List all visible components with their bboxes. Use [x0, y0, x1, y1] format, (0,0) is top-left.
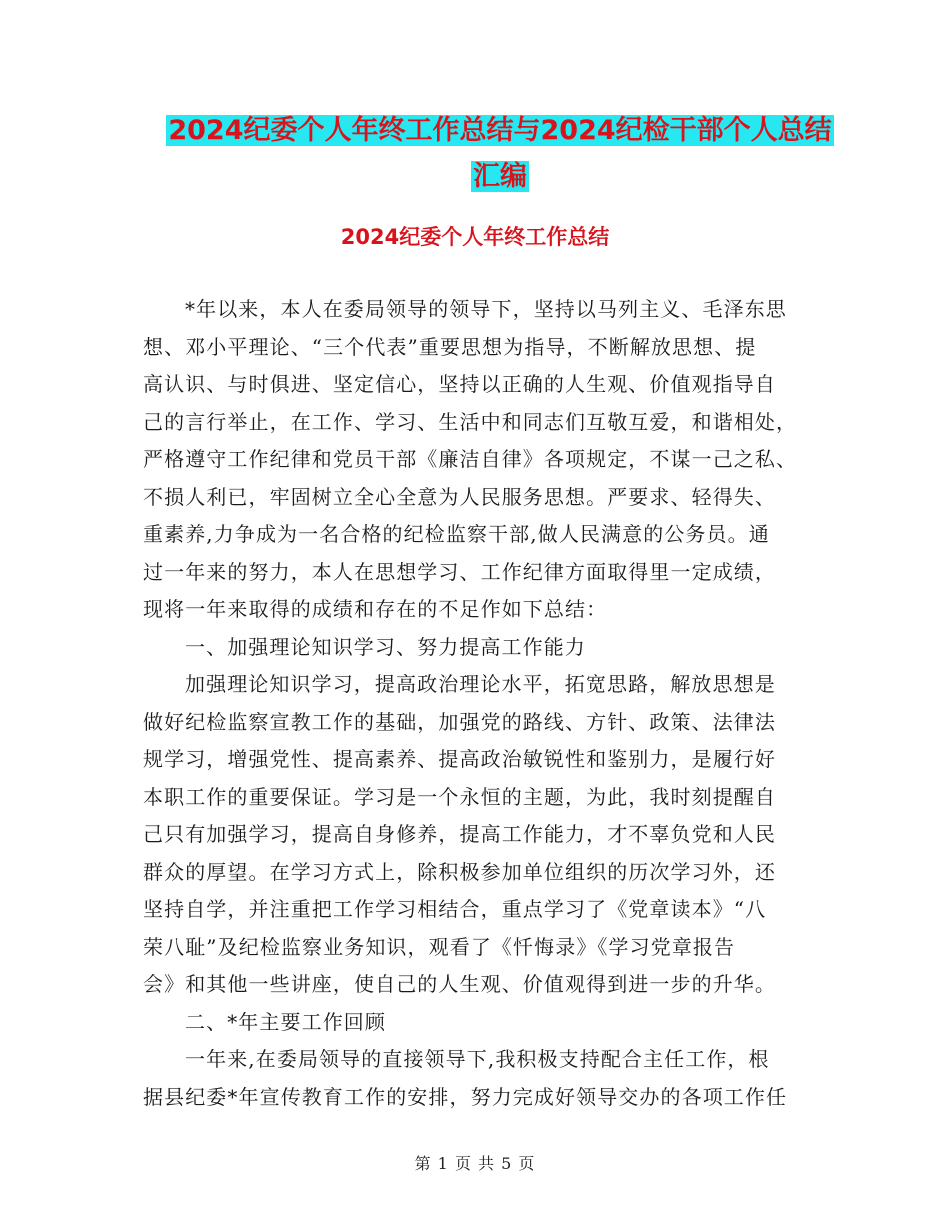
paragraph-line: 高认识、与时俱进、坚定信心，坚持以正确的人生观、价值观指导自	[143, 372, 776, 396]
paragraph-line: 荣八耻”及纪检监察业务知识，观看了《忏悔录》《学习党章报告	[143, 934, 736, 959]
page-footer: 第 1 页 共 5 页	[414, 1154, 536, 1173]
paragraph-line: 坚持自学，并注重把工作学习相结合，重点学习了《党章读本》“八	[143, 897, 767, 921]
paragraph-line: 群众的厚望。在学习方式上，除积极参加单位组织的历次学习外，还	[143, 859, 776, 884]
paragraph-line: 严格遵守工作纪律和党员干部《廉洁自律》各项规定，不谋一己之私、	[143, 447, 798, 471]
subheading-2: 二、*年主要工作回顾	[185, 1009, 386, 1034]
document-title	[120, 108, 880, 200]
paragraph-line: 规学习，增强党性、提高素养、提高政治敏锐性和鉴别力，是履行好	[143, 747, 776, 771]
paragraph-line: 重素养,力争成为一名合格的纪检监察干部,做人民满意的公务员。通	[143, 522, 770, 546]
paragraph-line: 加强理论知识学习，提高政治理论水平，拓宽思路，解放思想是	[185, 672, 776, 696]
paragraph-line: 己只有加强学习，提高自身修养，提高工作能力，才不辜负党和人民	[143, 822, 776, 846]
paragraph-line: 据县纪委*年宣传教育工作的安排，努力完成好领导交办的各项工作任	[143, 1084, 788, 1109]
paragraph-line: 想、邓小平理论、“三个代表”重要思想为指导，不断解放思想、提	[143, 334, 757, 359]
title-line-1: 2024纪委个人年终工作总结与2024纪检干部个人总结	[168, 115, 832, 146]
paragraph-line: 本职工作的重要保证。学习是一个永恒的主题，为此，我时刻提醒自	[143, 784, 776, 809]
paragraph-line: 己的言行举止，在工作、学习、生活中和同志们互敬互爱，和谐相处，	[143, 409, 798, 434]
body-text	[143, 291, 813, 1116]
subheading-1: 一、加强理论知识学习、努力提高工作能力	[185, 634, 586, 659]
paragraph-line: 做好纪检监察宣教工作的基础，加强党的路线、方针、政策、法律法	[143, 709, 776, 734]
paragraph-line: 不损人利已，牢固树立全心全意为人民服务思想。严要求、轻得失、	[143, 484, 776, 509]
section-heading: 2024纪委个人年终工作总结	[340, 225, 610, 249]
title-line-2: 汇编	[473, 161, 527, 192]
paragraph-line: *年以来，本人在委局领导的领导下，坚持以马列主义、毛泽东思	[185, 297, 787, 321]
paragraph-line: 过一年来的努力，本人在思想学习、工作纪律方面取得里一定成绩，	[143, 559, 776, 584]
paragraph-line: 一年来,在委局领导的直接领导下,我积极支持配合主任工作，根	[185, 1047, 770, 1071]
paragraph-line: 现将一年来取得的成绩和存在的不足作如下总结：	[143, 597, 608, 621]
paragraph-line: 会》和其他一些讲座，使自己的人生观、价值观得到进一步的升华。	[143, 972, 776, 996]
